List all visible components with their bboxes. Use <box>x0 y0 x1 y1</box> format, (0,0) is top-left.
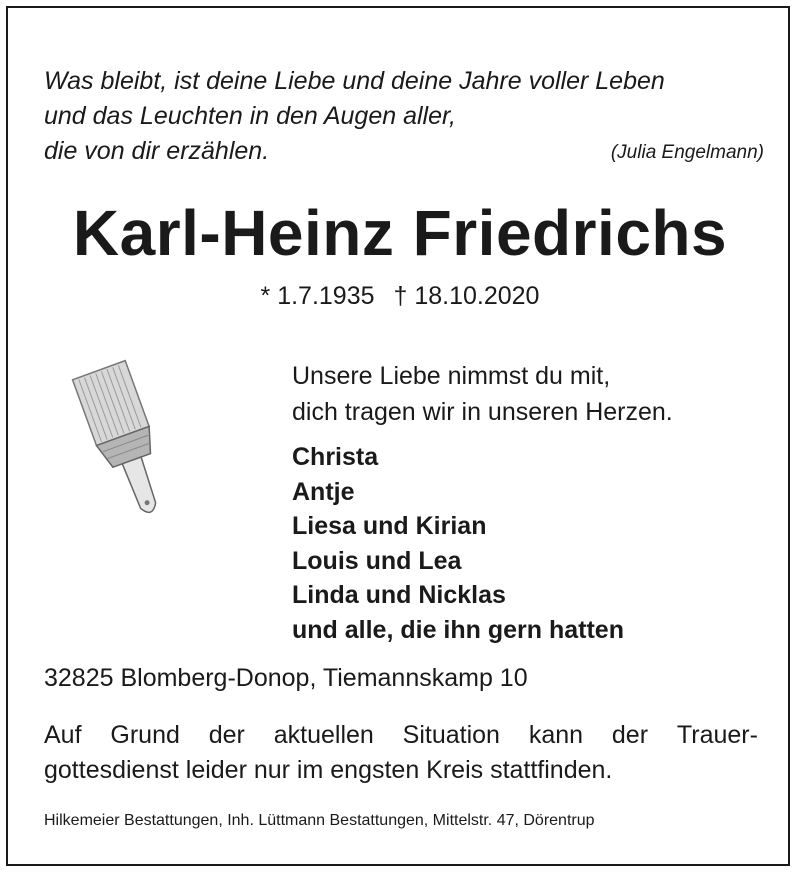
death-date: † 18.10.2020 <box>393 282 540 310</box>
notice-word: Grund <box>110 721 180 749</box>
paintbrush-icon <box>64 350 194 540</box>
life-dates <box>0 282 800 311</box>
deceased-name: Karl-Heinz Friedrichs <box>72 197 728 269</box>
notice-line-2: gottesdienst leider nur im engsten Kreis stattfinden. <box>44 756 613 784</box>
mourner-name: Antje <box>292 477 355 506</box>
quote-author: (Julia Engelmann) <box>610 142 764 163</box>
verse-block <box>292 358 673 430</box>
funeral-notice <box>44 718 758 788</box>
notice-word: Situation <box>402 721 500 749</box>
notice-word: der <box>208 721 245 749</box>
quote-line: Was bleibt, ist deine Liebe und deine Jahre voller Leben <box>44 67 665 95</box>
verse-line: Unsere Liebe nimmst du mit, <box>292 362 611 390</box>
mourner-name: und alle, die ihn gern hatten <box>292 615 624 644</box>
notice-word: der <box>611 721 649 749</box>
notice-word: kann <box>528 721 584 749</box>
mourners-list <box>292 440 624 647</box>
verse-line: dich tragen wir in unseren Herzen. <box>292 398 673 426</box>
mourner-name: Linda und Nicklas <box>292 581 506 609</box>
mourner-name: Louis und Lea <box>292 546 462 575</box>
family-address: 32825 Blomberg-Donop, Tiemannskamp 10 <box>44 664 528 692</box>
mourner-name: Christa <box>292 443 379 471</box>
funeral-home-footer: Hilkemeier Bestattungen, Inh. Lüttmann Bestattungen, Mittelstr. 47, Dörentrup <box>44 812 595 829</box>
notice-word: Auf <box>44 721 82 749</box>
birth-date: * 1.7.1935 <box>260 282 375 310</box>
notice-word: Trauer- <box>676 721 758 749</box>
mourner-name: Liesa und Kirian <box>292 512 487 540</box>
notice-line-1 <box>44 718 758 753</box>
quote-line: die von dir erzählen. <box>44 137 270 165</box>
quote-line: und das Leuchten in den Augen aller, <box>44 102 456 130</box>
notice-word: aktuellen <box>273 721 374 749</box>
